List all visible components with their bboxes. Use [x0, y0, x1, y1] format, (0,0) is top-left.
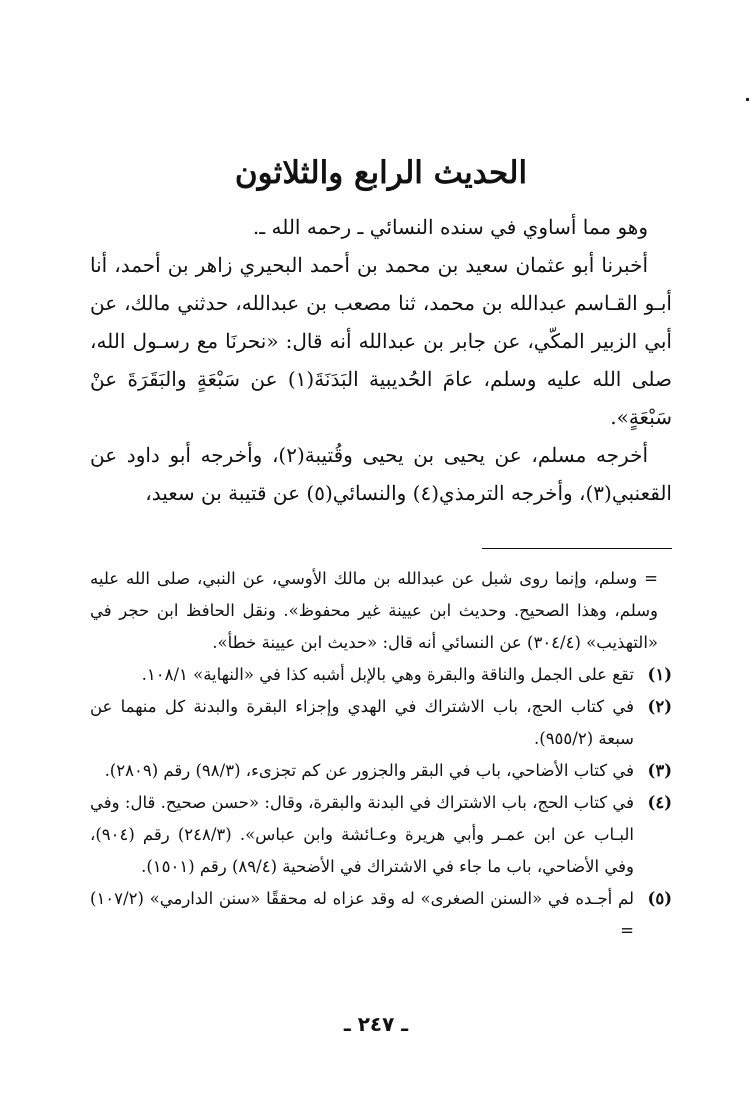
footnote-2: [90, 691, 672, 755]
page-content: [90, 150, 672, 947]
body-paragraph-1: وهو مما أساوي في سنده النسائي ـ رحمه الله ـ.: [252, 215, 648, 239]
footnote-continuation: [90, 563, 672, 659]
footnote-text: في كتاب الحج، باب الاشتراك في الهدي وإجزاء البقرة والبدنة كل منهما عن سبعة (٩٥٥/٢).: [90, 697, 634, 748]
footnote-separator: [482, 548, 672, 549]
footnote-1: [90, 659, 672, 691]
footnote-4: [90, 787, 672, 883]
footnote-number: (٥): [647, 889, 672, 908]
body-paragraph-3: أخرجه مسلم، عن يحيى بن يحيى وقُتيبة(٢)، وأخرجه أبو داود عن القعنبي(٣)، وأخرجه الترمذي(٤) والنسائي(٥) عن قتيبة بن سعيد،: [90, 443, 672, 505]
footnote-number: (٤): [647, 793, 672, 812]
footnote-list: [90, 563, 672, 947]
scan-mark: [746, 98, 749, 101]
footnote-text: لم أجـده في «السنن الصغرى» له وقد عزاه له محققًا «سنن الدارمي» (١٠٧/٢) =: [90, 889, 634, 940]
footnote-text: في كتاب الأضاحي، باب في البقر والجزور عن كم تجزىء، (٩٨/٣) رقم (٢٨٠٩).: [104, 761, 634, 780]
footnote-5: [90, 883, 672, 947]
footnote-text: = وسلم، وإنما روى شبل عن عبدالله بن مالك الأوسي، عن النبي، صلى الله عليه وسلم، وهذا الصحيح. وحديث ابن عيينة غير محفوظ». ونقل الحافظ ابن حجر في «التهذيب» (٣٠٤/٤) عن النسائي أنه قال: «حديث ابن عيينة خطأ».: [90, 569, 658, 652]
footnote-3: [90, 755, 672, 787]
footnote-number: (١): [647, 665, 672, 684]
page-title: الحديث الرابع والثلاثون: [234, 155, 528, 191]
footnote-text: في كتاب الحج، باب الاشتراك في البدنة والبقرة، وقال: «حسن صحيح. قال: وفي البـاب عن ابن عمـر وأبي هريرة وعـائشة وابن عباس». (٢٤٨/٣) رقم (٩٠٤)، وفي الأضاحي، باب ما جاء في الاشتراك في الأضحية (٨٩/٤) رقم (١٥٠١).: [90, 793, 634, 876]
body-paragraph-2: أخبرنا أبو عثمان سعيد بن محمد بن أحمد البحيري زاهر بن أحمد، أنا أبـو القـاسم عبدالله بن محمد، ثنا مصعب بن عبدالله، حدثني مالك، عن أبي الزبير المكّي، عن جابر بن عبدالله أنه قال: «نحرنَا مع رسـول الله، صلى الله عليه وسلم، عامَ الحُديبية البَدَنَةَ(١) عن سَبْعَةٍ والبَقَرَةَ عنْ سَبْعَةٍ».: [90, 253, 672, 429]
footnote-text: تقع على الجمل والناقة والبقرة وهي بالإبل أشبه كذا في «النهاية» ١٠٨/١.: [141, 665, 634, 684]
footnote-number: (٢): [647, 697, 672, 716]
page-number: ـ ٢٤٧ ـ: [343, 1012, 409, 1036]
footnote-number: (٣): [647, 761, 672, 780]
